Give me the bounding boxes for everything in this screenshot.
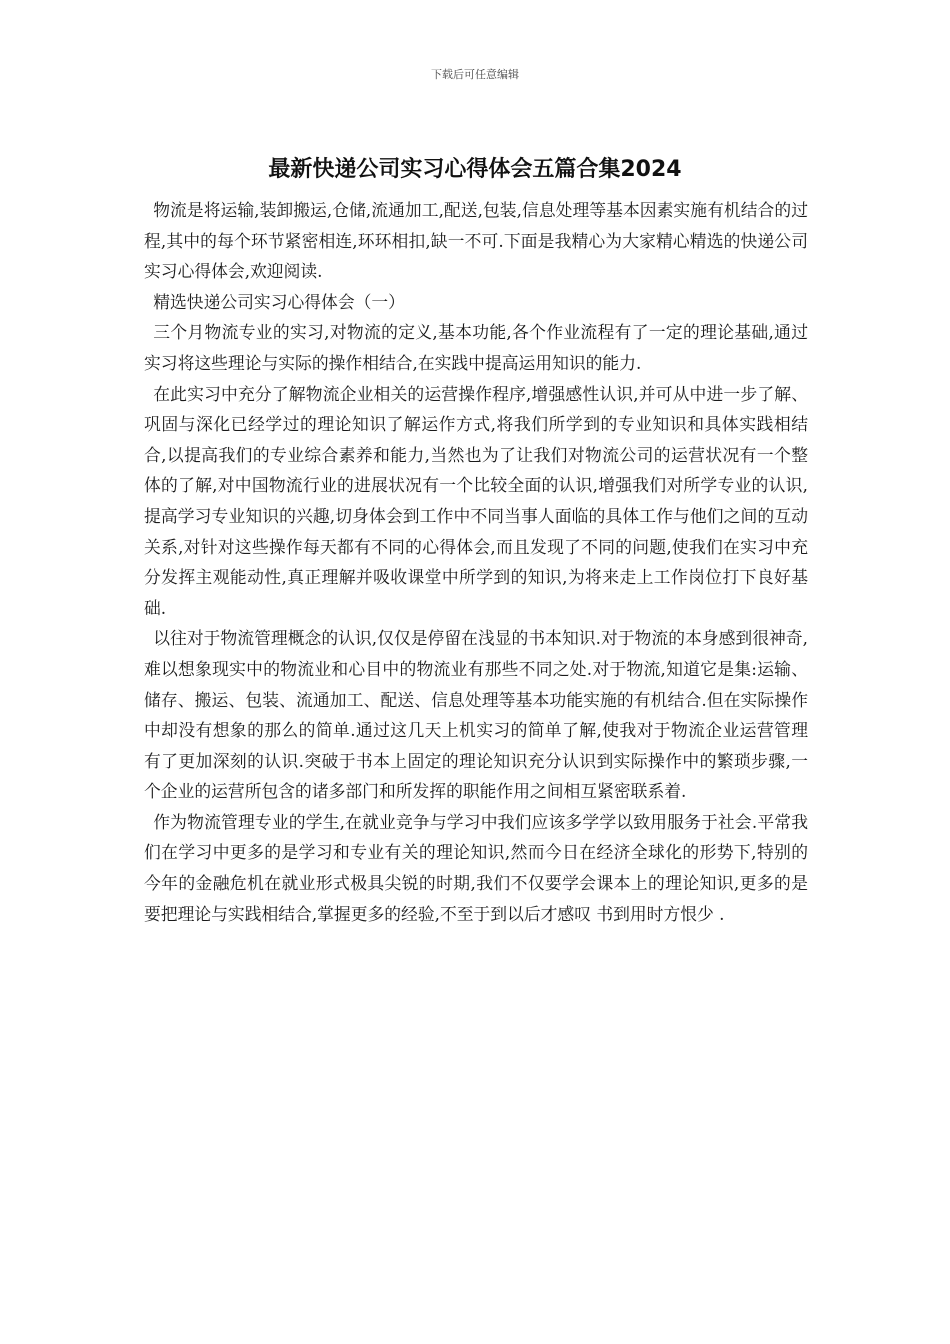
header-note: 下载后可任意编辑 bbox=[431, 68, 519, 81]
body-paragraph: 三个月物流专业的实习,对物流的定义,基本功能,各个作业流程有了一定的理论基础,通过实习将这些理论与实际的操作相结合,在实践中提高运用知识的能力. bbox=[144, 322, 808, 373]
body-paragraph: 作为物流管理专业的学生,在就业竞争与学习中我们应该多学学以致用服务于社会.平常我们在学习中更多的是学习和专业有关的理论知识,然而今日在经济全球化的形势下,特别的今年的金融危机在就业形式极具尖锐的时期,我们不仅要学会课本上的理论知识,更多的是要把理论与实践相结合,掌握更多的经验,不至于到以后才感叹 书到用时方恨少 . bbox=[144, 811, 808, 924]
document-title: 最新快递公司实习心得体会五篇合集2024 bbox=[268, 157, 682, 182]
section-heading: 精选快递公司实习心得体会（一） bbox=[153, 291, 405, 312]
document-body bbox=[144, 195, 808, 929]
body-paragraph: 以往对于物流管理概念的认识,仅仅是停留在浅显的书本知识.对于物流的本身感到很神奇,难以想象现实中的物流业和心目中的物流业有那些不同之处.对于物流,知道它是集:运输、储存、搬运、包装、流通加工、配送、信息处理等基本功能实施的有机结合.但在实际操作中却没有想象的那么的简单.通过这几天上机实习的简单了解,使我对于物流企业运营管理有了更加深刻的认识.突破于书本上固定的理论知识充分认识到实际操作中的繁琐步骤,一个企业的运营所包含的诸多部门和所发挥的职能作用之间相互紧密联系着. bbox=[144, 628, 808, 802]
intro-paragraph: 物流是将运输,装卸搬运,仓储,流通加工,配送,包装,信息处理等基本因素实施有机结合的过程,其中的每个环节紧密相连,环环相扣,缺一不可.下面是我精心为大家精心精选的快递公司实习心得体会,欢迎阅读. bbox=[144, 200, 808, 282]
body-paragraph: 在此实习中充分了解物流企业相关的运营操作程序,增强感性认识,并可从中进一步了解、巩固与深化已经学过的理论知识了解运作方式,将我们所学到的专业知识和具体实践相结合,以提高我们的专业综合素养和能力,当然也为了让我们对物流公司的运营状况有一个整体的了解,对中国物流行业的进展状况有一个比较全面的认识,增强我们对所学专业的认识,提高学习专业知识的兴趣,切身体会到工作中不同当事人面临的具体工作与他们之间的互动关系,对针对这些操作每天都有不同的心得体会,而且发现了不同的问题,使我们在实习中充分发挥主观能动性,真正理解并吸收课堂中所学到的知识,为将来走上工作岗位打下良好基础. bbox=[144, 383, 808, 618]
